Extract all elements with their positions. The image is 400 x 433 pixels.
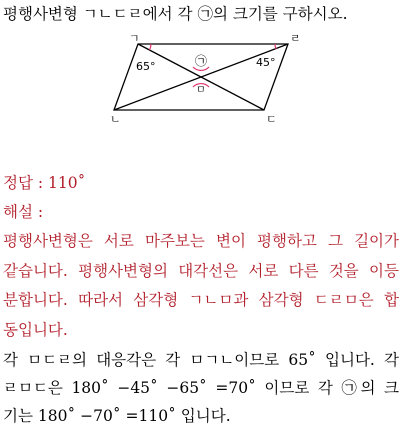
- parallelogram-figure: [110, 28, 310, 124]
- explanation-label: 해설 :: [3, 203, 44, 221]
- answer-colon: :: [37, 174, 44, 192]
- answer-line: [3, 172, 85, 194]
- angle-arc-left: [150, 44, 152, 50]
- answer-prefix: 정답: [3, 174, 38, 192]
- question-text: 평행사변형 ㄱㄴㄷㄹ에서 각 ㉠의 크기를 구하시오.: [3, 5, 348, 23]
- angle-arc-right: [275, 44, 276, 49]
- center-label: ㅁ: [196, 85, 206, 96]
- explanation-line: 동입니다.: [3, 320, 68, 339]
- angle-label-45: 45°: [256, 56, 276, 69]
- vertex-label-n: ㄴ: [110, 113, 121, 124]
- angle-label-65: 65°: [136, 60, 156, 73]
- explanation-line: ㄹㅁㄷ은 180˚ −45˚ −65˚ =70˚ 이므로 각 ㉠의 크: [3, 379, 399, 397]
- answer-value: 110˚: [48, 174, 86, 192]
- explanation-line: 기는 180˚ −70˚ =110˚ 입니다.: [3, 407, 231, 425]
- unknown-angle-label: ㉠: [195, 54, 208, 68]
- vertex-label-g: ㄱ: [129, 32, 140, 45]
- explanation-line: 같습니다. 평행사변형의 대각선은 서로 다른 것을 이등: [3, 261, 399, 280]
- vertex-label-r: ㄹ: [290, 32, 301, 45]
- explanation-line: 평행사변형은 서로 마주보는 변이 평행하고 그 길이가: [3, 232, 399, 250]
- explanation-line: 분합니다. 따라서 삼각형 ㄱㄴㅁ과 삼각형 ㄷㄹㅁ은 합: [3, 291, 399, 309]
- explanation-black-block: [3, 349, 399, 433]
- vertex-label-d: ㄷ: [266, 113, 277, 124]
- explanation-line: 각 ㅁㄷㄹ의 대응각은 각 ㅁㄱㄴ이므로 65˚ 입니다. 각: [3, 351, 399, 369]
- explanation-red-block: [3, 230, 399, 348]
